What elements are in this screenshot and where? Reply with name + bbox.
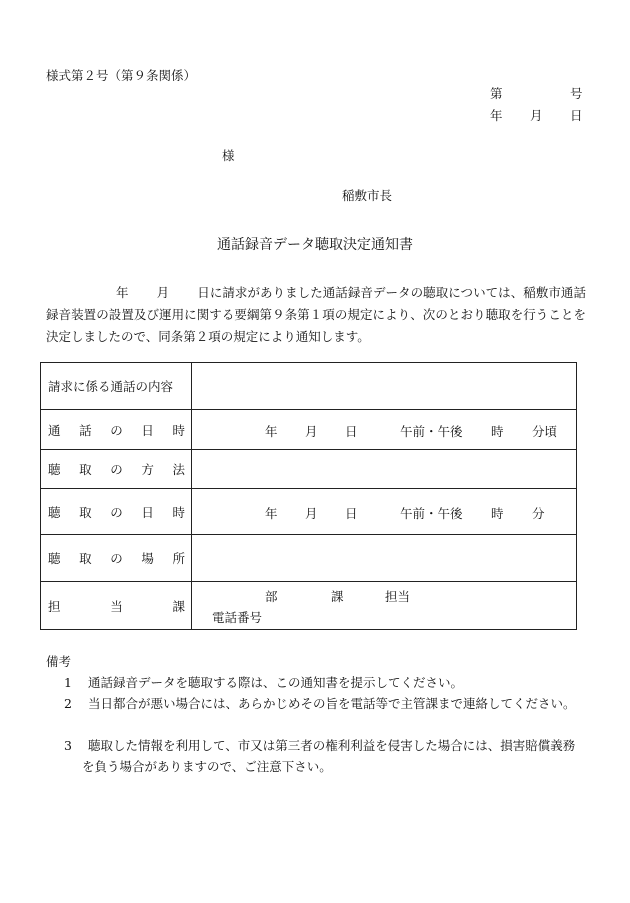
listening-datetime-value: 年 月 日 午前・午後 時 分 (265, 506, 545, 521)
note-item: 3 聴取した情報を利用して、市又は第三者の権利利益を侵害した場合には、損害賠償義務を負う場合がありますので、ご注意下さい。 (64, 738, 576, 774)
issue-date-day: 日 (570, 108, 583, 123)
body-month: 月 (156, 285, 170, 300)
note-item: 1 通話録音データを聴取する際は、この通知書を提示してください。 (64, 675, 464, 690)
body-text: 日に請求がありました通話録音データの聴取については、稲敷市通話録音装置の設置及び運用に関する要綱第９条第１項の規定により、次のとおり聴取を行うことを決定しましたので、同条第２項の規定により通知します。 (46, 285, 586, 344)
table-row (41, 410, 577, 450)
row-label-department: 担 当 課 (48, 598, 185, 614)
document-number-suffix: 号 (570, 86, 583, 101)
row-label-listening-method: 聴 取 の 方 法 (48, 462, 185, 477)
row-label-call-content: 請求に係る通話の内容 (48, 379, 174, 394)
addressee: 様 (222, 148, 235, 163)
document-title: 通話録音データ聴取決定通知書 (217, 237, 413, 253)
row-label-call-datetime: 通 話 の 日 時 (48, 422, 185, 438)
note-item: 2 当日都合が悪い場合には、あらかじめその旨を電話等で主管課まで連絡してください。 (64, 696, 576, 711)
table-row (41, 489, 577, 535)
body-paragraph (46, 282, 586, 348)
call-datetime-value: 年 月 日 午前・午後 時 分頃 (265, 424, 558, 439)
row-label-listening-place: 聴 取 の 場 所 (48, 551, 185, 566)
document-number-prefix: 第 (490, 86, 503, 101)
body-year: 年 (116, 285, 129, 300)
form-number: 様式第２号（第９条関係） (46, 68, 197, 83)
department-value: 部 課 担当 電話番号 (212, 589, 411, 625)
row-label-listening-datetime: 聴 取 の 日 時 (48, 504, 185, 520)
issuer: 稲敷市長 (342, 188, 393, 203)
decision-table (40, 362, 577, 630)
table-row (41, 363, 577, 410)
issue-date-year: 年 (490, 108, 503, 123)
table-row (41, 535, 577, 582)
issue-date-month: 月 (530, 108, 543, 123)
table-row (41, 582, 577, 630)
notes-title: 備考 (46, 654, 72, 669)
table-row (41, 450, 577, 489)
